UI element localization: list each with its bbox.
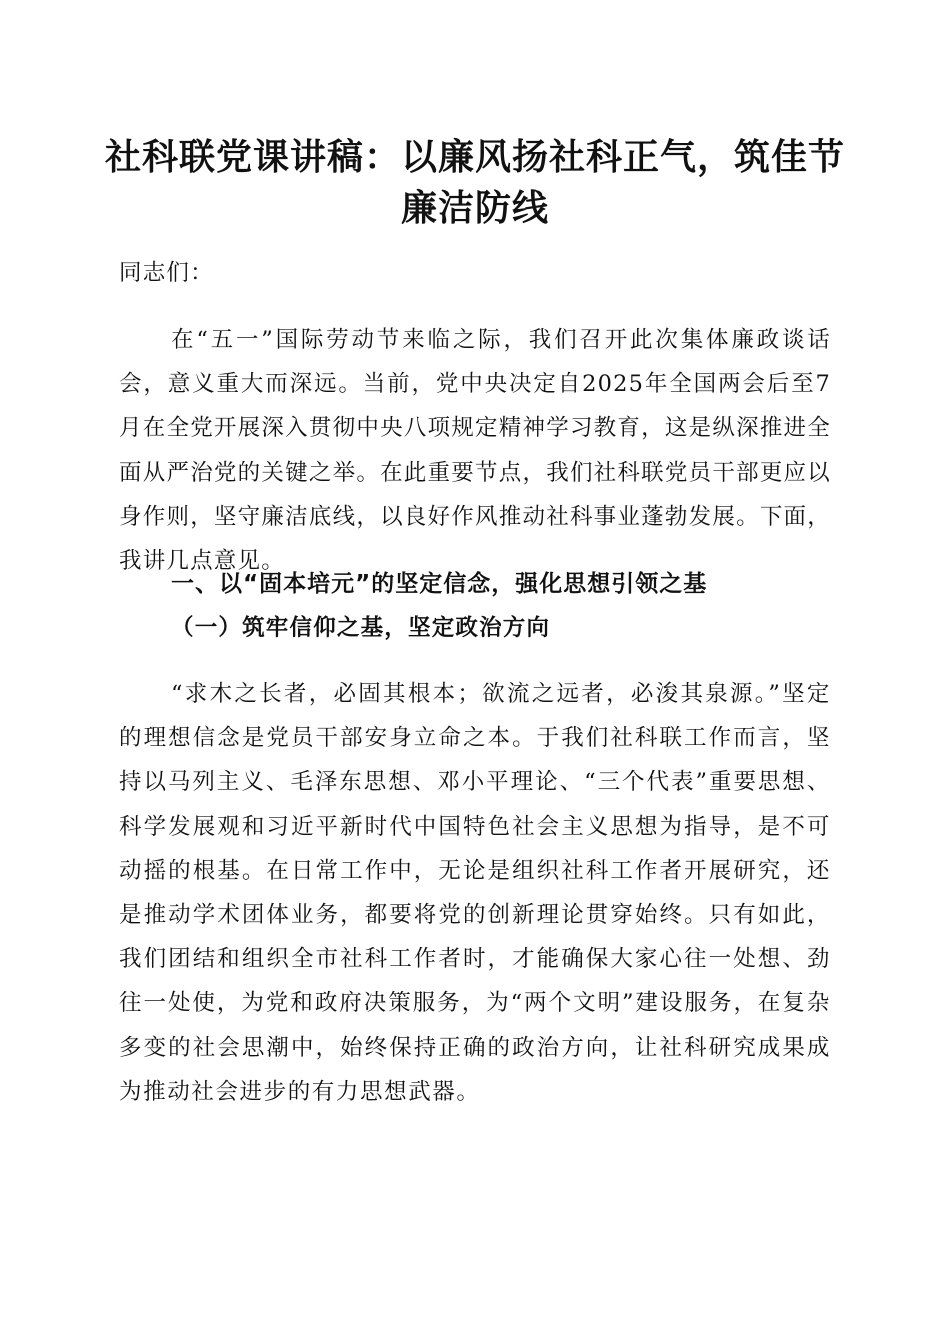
subsection-heading-1: （一）筑牢信仰之基，坚定政治方向 <box>171 615 551 641</box>
greeting: 同志们： <box>119 260 214 286</box>
section-heading-1: 一、以“固本培元”的坚定信念，强化思想引领之基 <box>171 571 708 597</box>
title-line-2: 廉洁防线 <box>400 187 549 229</box>
document-title <box>80 132 870 234</box>
intro-paragraph: 在“五一”国际劳动节来临之际，我们召开此次集体廉政谈话会，意义重大而深远。当前，党中央决定自2025年全国两会后至7月在全党开展深入贯彻中央八项规定精神学习教育，这是纵深推进全面从严治党的关键之举。在此重要节点，我们社科联党员干部更应以身作则，坚守廉洁底线，以良好作风推动社科事业蓬勃发展。下面，我讲几点意见。 <box>119 327 831 575</box>
title-line-1: 社科联党课讲稿：以廉风扬社科正气，筑佳节 <box>104 136 845 178</box>
body-paragraph-2: “求木之长者，必固其根本；欲流之远者，必浚其泉源。”坚定的理想信念是党员干部安身立命之本。于我们社科联工作而言，坚持以马列主义、毛泽东思想、邓小平理论、“三个代表”重要思想、科学发展观和习近平新时代中国特色社会主义思想为指导，是不可动摇的根基。在日常工作中，无论是组织社科工作者开展研究，还是推动学术团体业务，都要将党的创新理论贯穿始终。只有如此，我们团结和组织全市社科工作者时，才能确保大家心往一处想、劲往一处使，为党和政府决策服务，为“两个文明”建设服务，在复杂多变的社会思潮中，始终保持正确的政治方向，让社科研究成果成为推动社会进步的有力思想武器。 <box>119 681 831 1105</box>
